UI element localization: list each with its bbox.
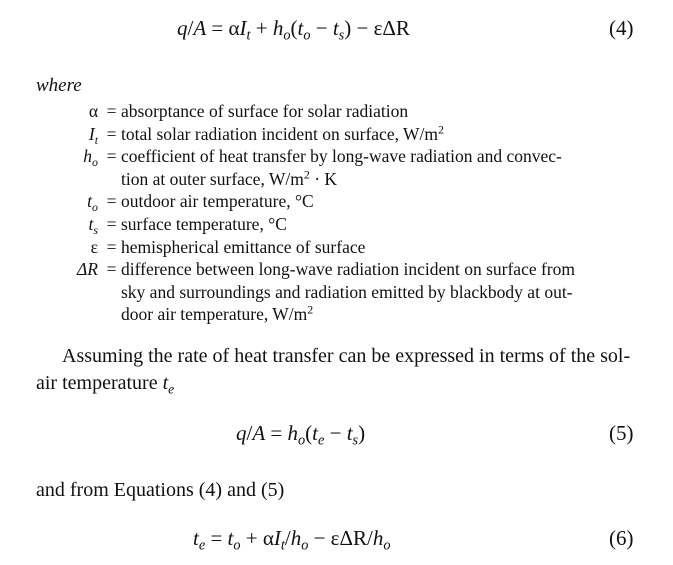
definition-ts: $t_s$ = surface temperature, °C xyxy=(88,213,287,237)
equation-6-number: (6) xyxy=(609,526,634,550)
definition-list xyxy=(0,100,673,326)
definition-It: $I_t$ = total solar radiation incident on surface, $W/m^2$ xyxy=(88,122,444,147)
equation-4: $q/A = \alpha I_t + h_o(t_o - t_s) - \varepsilon\Delta R$ xyxy=(177,16,410,44)
definition-deltaR: ΔR = difference between long-wave radiation incident on surface from sky and surroundings and radiation emitted by blackbody at out- door air temperature, $W/m^2$ xyxy=(77,259,575,325)
where-label: where xyxy=(36,75,82,96)
definition-ho: $h_o$ = coefficient of heat transfer by long-wave radiation and convec- tion at outer surface, $W/m^2 \cdot K$ xyxy=(83,146,562,189)
equation-6: $t_e = t_o + \alpha I_t/h_o - \varepsilon\Delta R/h_o$ xyxy=(193,526,391,554)
paragraph-from-equations: and from Equations (4) and (5) xyxy=(36,479,285,501)
equation-4-number: (4) xyxy=(609,16,634,40)
definition-epsilon: ε = hemispherical emittance of surface xyxy=(90,236,366,257)
definition-to: $t_o$ = outdoor air temperature, °C xyxy=(87,191,314,215)
equation-5: $q/A = h_o(t_e - t_s)$ xyxy=(236,421,366,449)
equation-5-number: (5) xyxy=(609,421,634,445)
definition-alpha: α = absorptance of surface for solar radiation xyxy=(88,101,409,121)
paragraph-sol-air: Assuming the rate of heat transfer can be expressed in terms of the sol-air temperature $t_e$ xyxy=(36,345,631,397)
